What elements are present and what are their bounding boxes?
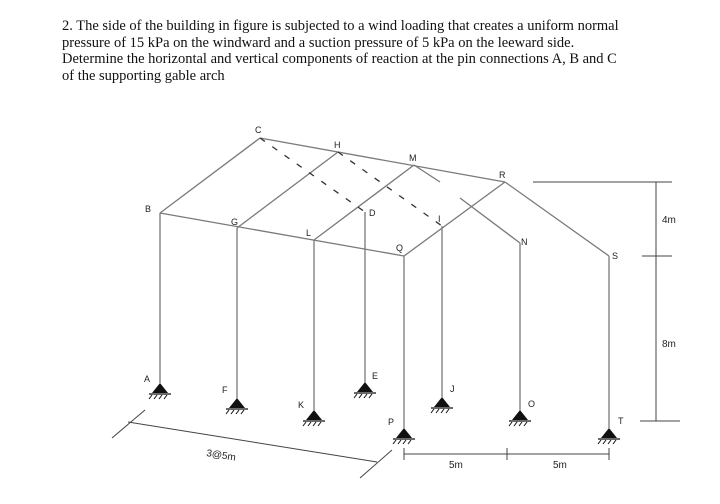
hidden-rafter-CD [260, 138, 365, 212]
label-H: H [334, 140, 341, 150]
ridge-CR [260, 138, 505, 182]
problem-line: of the supporting gable arch [62, 67, 225, 84]
label-L: L [306, 228, 312, 238]
rafter-QR [404, 182, 505, 256]
label-A: A [144, 374, 151, 384]
pin-support-O [509, 410, 531, 426]
pin-support-P [393, 428, 415, 444]
rafter-LM [314, 165, 414, 240]
rafter-GH [237, 152, 338, 228]
label-O: O [528, 399, 536, 409]
dim-bay-line [128, 422, 377, 462]
pin-support-E [354, 382, 376, 398]
label-F: F [222, 385, 228, 395]
problem-line: pressure of 15 kPa on the windward and a suction pressure of 5 kPa on the leeward side. [62, 34, 575, 51]
eave-BQ [160, 213, 404, 256]
dimension-lines [112, 182, 680, 478]
label-N: N [521, 237, 528, 247]
label-S: S [612, 251, 619, 261]
rafter-MN-lower [460, 198, 520, 243]
dim-span-right-label: 5m [553, 460, 567, 471]
pin-support-T [598, 428, 620, 444]
label-Q: Q [396, 243, 404, 253]
pin-support-J [431, 397, 453, 413]
rafter-BC [160, 138, 260, 213]
label-J: J [450, 384, 455, 394]
label-T: T [618, 416, 624, 426]
dim-height-roof-label: 4m [662, 215, 676, 226]
pin-support-A [149, 383, 171, 399]
hidden-rafter-HI [338, 152, 442, 226]
label-K: K [298, 400, 305, 410]
label-B: B [145, 204, 152, 214]
label-E: E [372, 371, 379, 381]
problem-line: 2. The side of the building in figure is subjected to a wind loading that creates a uniform normal [62, 18, 619, 34]
problem-line: Determine the horizontal and vertical components of reaction at the pin connections A, B and C [62, 51, 617, 67]
pin-support-K [303, 410, 325, 426]
dim-bay-tick-right [360, 450, 392, 478]
pin-support-F [226, 398, 248, 414]
label-P: P [388, 417, 395, 427]
label-R: R [499, 170, 506, 180]
label-D: D [369, 208, 376, 218]
dim-span-left-label: 5m [449, 460, 463, 471]
label-C: C [255, 125, 262, 135]
dim-height-column-label: 8m [662, 339, 676, 350]
dim-bay-label: 3@5m [205, 448, 237, 464]
label-G: G [231, 217, 239, 227]
pin-supports [149, 382, 620, 444]
label-I: I [438, 214, 441, 224]
label-M: M [409, 153, 417, 163]
